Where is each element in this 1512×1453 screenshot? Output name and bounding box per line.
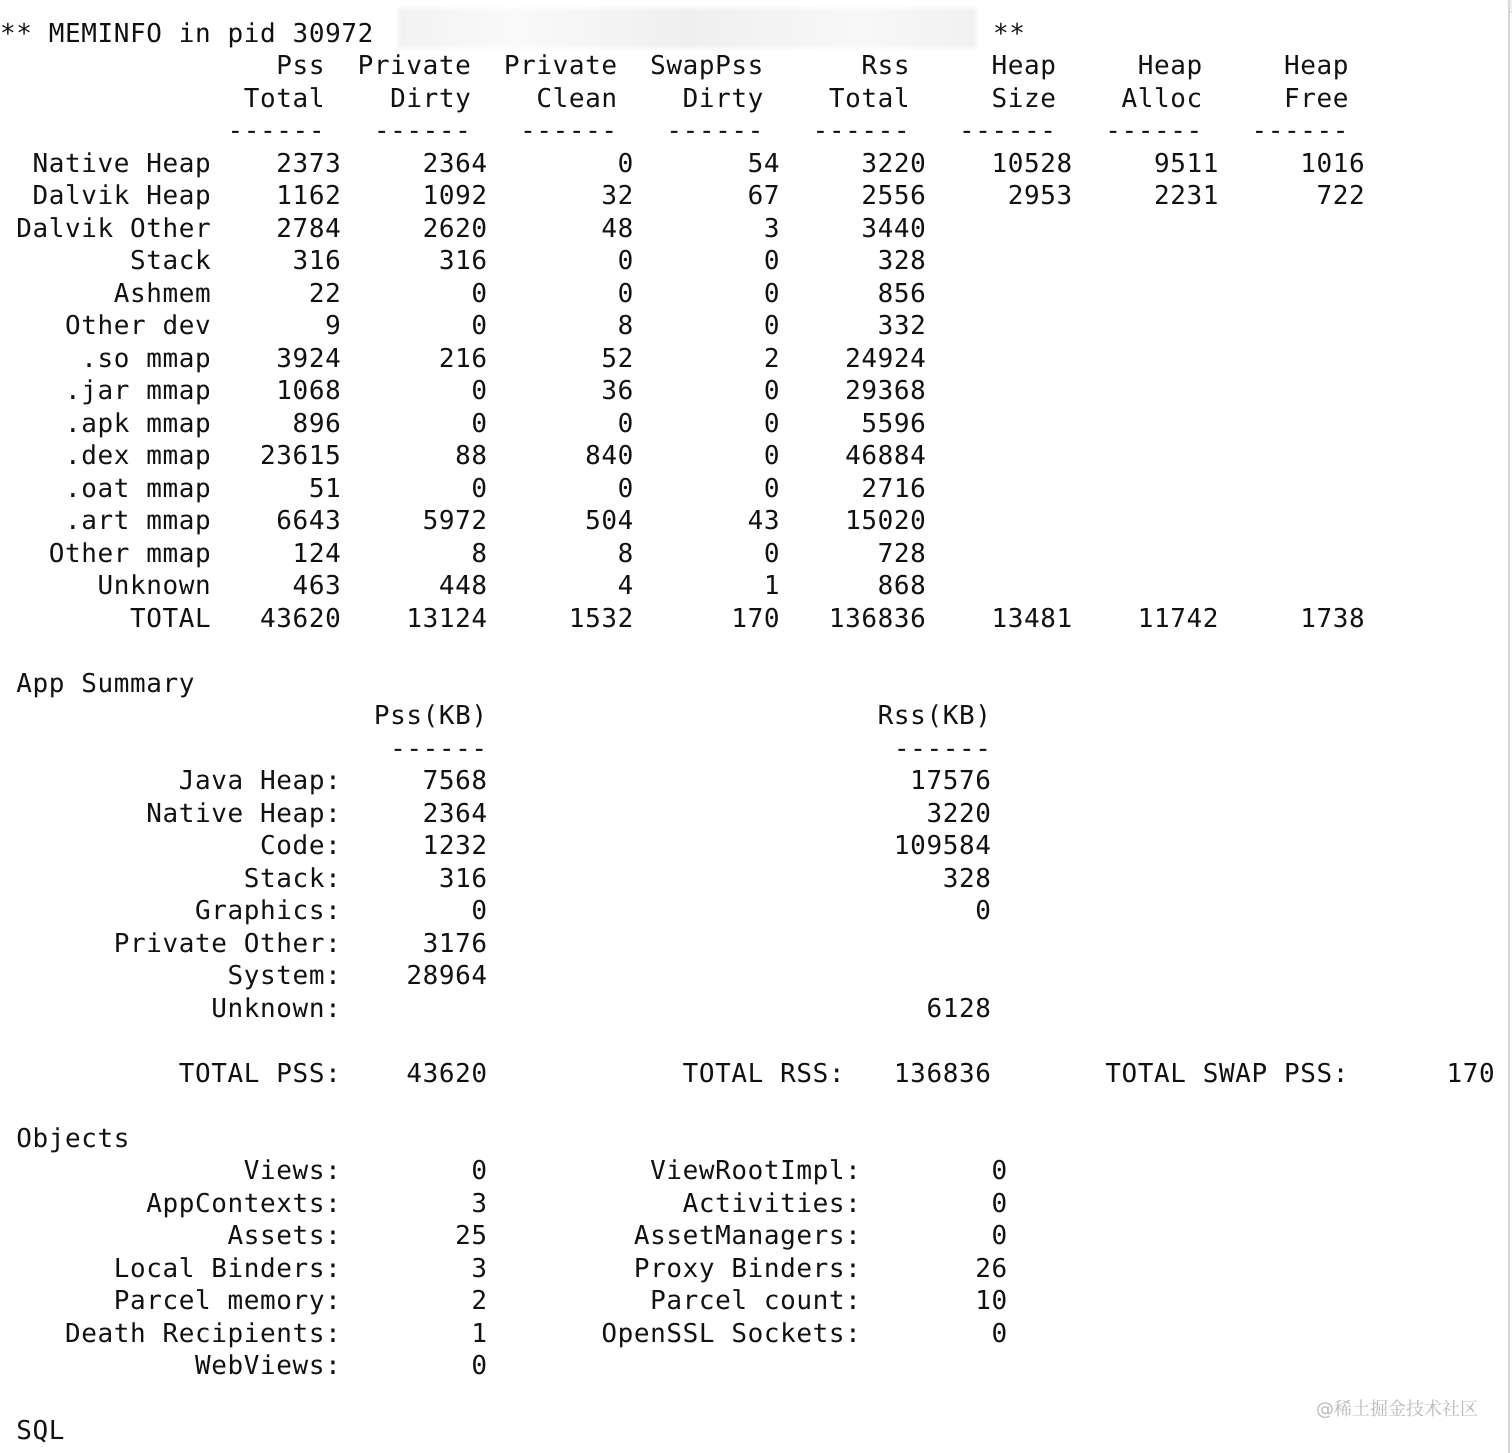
- meminfo-title-left: ** MEMINFO in pid 30972: [0, 19, 374, 49]
- meminfo-title-right: **: [993, 19, 1026, 49]
- objects-row: Death Recipients: 1 OpenSSL Sockets: 0: [0, 1319, 1008, 1349]
- table-row: .oat mmap 51 0 0 0 2716: [0, 474, 927, 504]
- objects-row: Parcel memory: 2 Parcel count: 10: [0, 1286, 1008, 1316]
- table-row: Ashmem 22 0 0 0 856: [0, 279, 927, 309]
- app-summary-header: Pss(KB) Rss(KB): [0, 701, 992, 731]
- table-row: Native Heap 2373 2364 0 54 3220 10528 9511 1016: [0, 149, 1366, 179]
- app-summary-row: Stack: 316 328: [0, 864, 992, 894]
- app-summary-row: Unknown: 6128: [0, 994, 992, 1024]
- app-summary-row: Native Heap: 2364 3220: [0, 799, 992, 829]
- app-summary-row: Code: 1232 109584: [0, 831, 992, 861]
- redacted-area: [398, 8, 976, 48]
- app-summary-row: Java Heap: 7568 17576: [0, 766, 992, 796]
- table-row: .so mmap 3924 216 52 2 24924: [0, 344, 927, 374]
- objects-row: WebViews: 0: [0, 1351, 488, 1381]
- table-row: .apk mmap 896 0 0 0 5596: [0, 409, 927, 439]
- table-total-row: TOTAL 43620 13124 1532 170 136836 13481 11742 1738: [0, 604, 1366, 634]
- app-summary-separator: ------ ------: [0, 734, 992, 764]
- column-header-line-2: Total Dirty Clean Dirty Total Size Alloc Free: [0, 84, 1350, 114]
- table-row: .dex mmap 23615 88 840 0 46884: [0, 441, 927, 471]
- table-row: Unknown 463 448 4 1 868: [0, 571, 927, 601]
- sql-title: SQL: [0, 1416, 66, 1446]
- table-row: .art mmap 6643 5972 504 43 15020: [0, 506, 927, 536]
- objects-row: Assets: 25 AssetManagers: 0: [0, 1221, 1008, 1251]
- column-separator: ------ ------ ------ ------ ------ ------ ------ ------: [0, 116, 1350, 146]
- column-header-line-1: Pss Private Private SwapPss Rss Heap Heap Heap: [0, 51, 1350, 81]
- objects-title: Objects: [0, 1124, 131, 1154]
- objects-row: AppContexts: 3 Activities: 0: [0, 1189, 1008, 1219]
- objects-row: Views: 0 ViewRootImpl: 0: [0, 1156, 1008, 1186]
- app-summary-row: System: 28964: [0, 961, 488, 991]
- app-summary-totals: TOTAL PSS: 43620 TOTAL RSS: 136836 TOTAL SWAP PSS: 170: [0, 1059, 1496, 1089]
- table-row: Other dev 9 0 8 0 332: [0, 311, 927, 341]
- app-summary-title: App Summary: [0, 669, 196, 699]
- table-row: Dalvik Heap 1162 1092 32 67 2556 2953 2231 722: [0, 181, 1366, 211]
- app-summary-row: Private Other: 3176: [0, 929, 488, 959]
- table-row: .jar mmap 1068 0 36 0 29368: [0, 376, 927, 406]
- table-row: Dalvik Other 2784 2620 48 3 3440: [0, 214, 927, 244]
- watermark-text: @稀土掘金技术社区: [1316, 1399, 1478, 1420]
- app-summary-row: Graphics: 0 0: [0, 896, 992, 926]
- table-row: Other mmap 124 8 8 0 728: [0, 539, 927, 569]
- objects-row: Local Binders: 3 Proxy Binders: 26: [0, 1254, 1008, 1284]
- table-row: Stack 316 316 0 0 328: [0, 246, 927, 276]
